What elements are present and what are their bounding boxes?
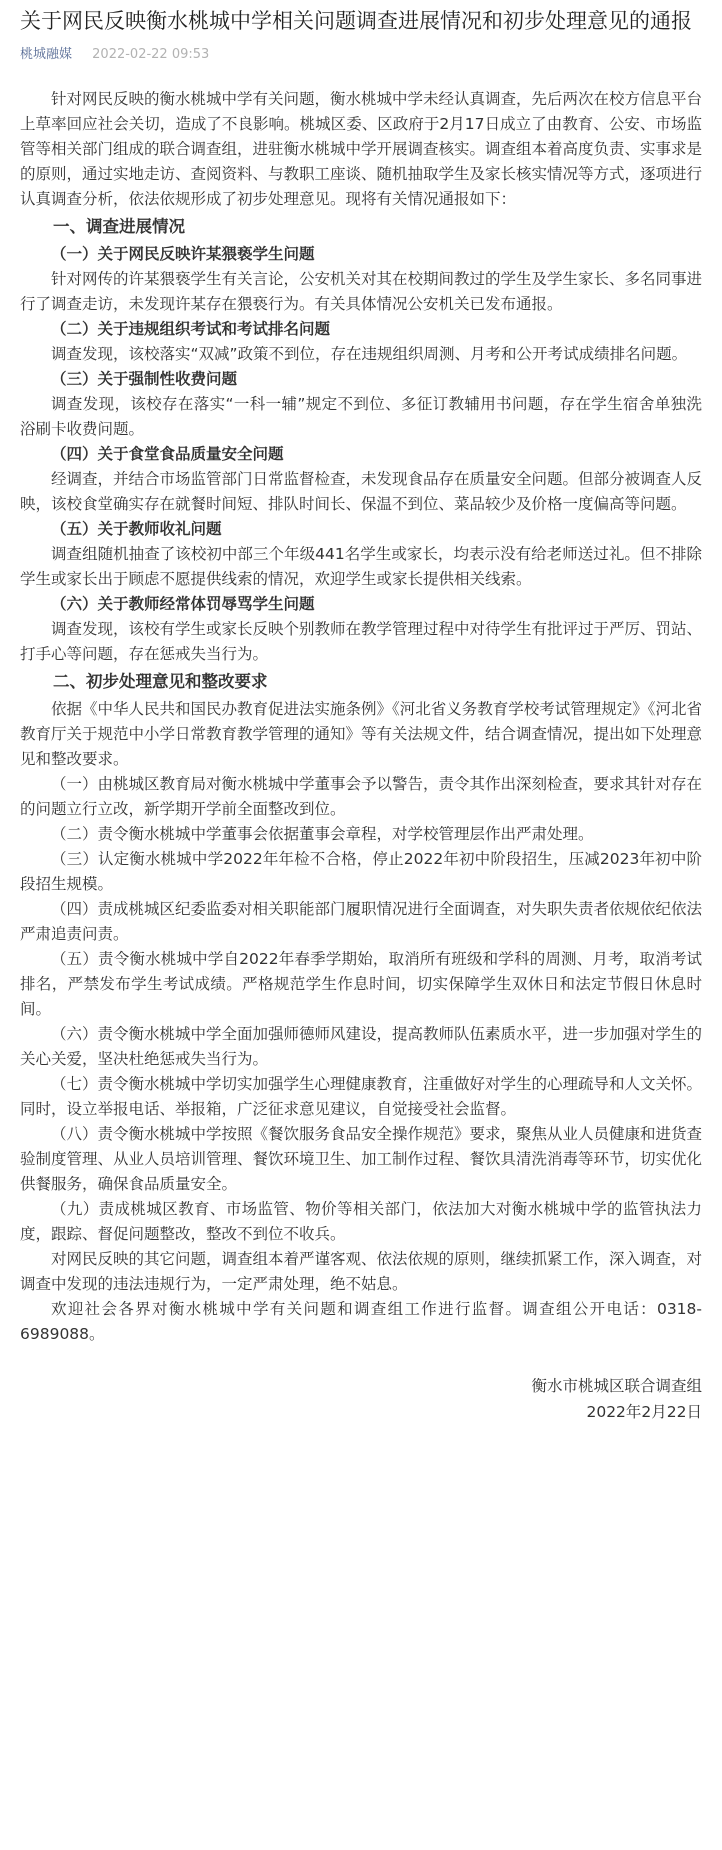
article-title: 关于网民反映衡水桃城中学相关问题调查进展情况和初步处理意见的通报 [20, 9, 692, 33]
closing-paragraph: 欢迎社会各界对衡水桃城中学有关问题和调查组工作进行监督。调查组公开电话：0318-6989088。 [20, 1300, 702, 1343]
subsection-paragraph: 调查组随机抽查了该校初中部三个年级441名学生或家长，均表示没有给老师送过礼。但不排除学生或家长出于顾虑不愿提供线索的情况，欢迎学生或家长提供相关线索。 [20, 545, 702, 588]
signature-org: 衡水市桃城区联合调查组 [531, 1377, 702, 1395]
requirement-paragraph: （四）责成桃城区纪委监委对相关职能部门履职情况进行全面调查，对失职失责者依规依纪依法严肃追责问责。 [20, 900, 703, 943]
subsection-paragraph: 调查发现，该校落实“双减”政策不到位，存在违规组织周测、月考和公开考试成绩排名问题。 [51, 345, 688, 363]
publish-time: 2022-02-22 09:53 [92, 47, 210, 62]
subsection-heading: （六）关于教师经常体罚辱骂学生问题 [51, 595, 315, 613]
subsection-paragraph: 调查发现，该校有学生或家长反映个别教师在教学管理过程中对待学生有批评过于严厉、罚站、打手心等问题，存在惩戒失当行为。 [20, 620, 703, 663]
subsection-paragraph: 经调查，并结合市场监管部门日常监督检查，未发现食品存在质量安全问题。但部分被调查人反映，该校食堂确实存在就餐时间短、排队时间长、保温不到位、菜品较少及价格一度偏高等问题。 [20, 470, 703, 513]
subsection-heading: （二）关于违规组织考试和考试排名问题 [51, 320, 331, 338]
subsection-heading: （三）关于强制性收费问题 [51, 370, 238, 388]
article-source-link[interactable]: 桃城融媒 [20, 47, 73, 62]
intro-paragraph: 针对网民反映的衡水桃城中学有关问题，衡水桃城中学未经认真调查，先后两次在校方信息平台上草率回应社会关切，造成了不良影响。桃城区委、区政府于2月17日成立了由教育、公安、市场监管等相关部门组成的联合调查组，进驻衡水桃城中学开展调查核实。调查组本着高度负责、实事求是的原则，通过实地走访、查阅资料、与教职工座谈、随机抽取学生及家长核实情况等方式，逐项进行认真调查分析，依法依规形成了初步处理意见。现将有关情况通报如下： [20, 90, 703, 208]
requirement-paragraph: （一）由桃城区教育局对衡水桃城中学董事会予以警告，责令其作出深刻检查，要求其针对存在的问题立行立改，新学期开学前全面整改到位。 [20, 775, 703, 818]
subsection-heading: （五）关于教师收礼问题 [51, 520, 222, 538]
requirement-paragraph: （二）责令衡水桃城中学董事会依据董事会章程，对学校管理层作出严肃处理。 [51, 825, 594, 843]
section-heading: 一、调查进展情况 [53, 217, 185, 236]
article-content [20, 87, 702, 1347]
signature-block [20, 1373, 702, 1425]
subsection-paragraph: 调查发现，该校存在落实“一科一辅”规定不到位、多征订教辅用书问题，存在学生宿舍单独洗浴刷卡收费问题。 [20, 395, 702, 438]
requirement-paragraph: （三）认定衡水桃城中学2022年年检不合格，停止2022年初中阶段招生，压减2023年初中阶段招生规模。 [20, 850, 702, 893]
section-intro-paragraph: 依据《中华人民共和国民办教育促进法实施条例》《河北省义务教育学校考试管理规定》《河北省教育厅关于规范中小学日常教育教学管理的通知》等有关法规文件，结合调查情况，提出如下处理意见和整改要求。 [20, 700, 703, 768]
closing-paragraph: 对网民反映的其它问题，调查组本着严谨客观、依法依规的原则，继续抓紧工作，深入调查，对调查中发现的违法违规行为，一定严肃处理，绝不姑息。 [20, 1250, 703, 1293]
requirement-paragraph: （六）责令衡水桃城中学全面加强师德师风建设，提高教师队伍素质水平，进一步加强对学生的关心关爱，坚决杜绝惩戒失当行为。 [20, 1025, 703, 1068]
requirement-paragraph: （五）责令衡水桃城中学自2022年春季学期始，取消所有班级和学科的周测、月考，取消考试排名，严禁发布学生考试成绩。严格规范学生作息时间，切实保障学生双休日和法定节假日休息时间。 [20, 950, 702, 1018]
requirement-paragraph: （八）责令衡水桃城中学按照《餐饮服务食品安全操作规范》要求，聚焦从业人员健康和进货查验制度管理、从业人员培训管理、餐饮环境卫生、加工制作过程、餐饮具清洗消毒等环节，切实优化供餐服务，确保食品质量安全。 [20, 1125, 703, 1193]
subsection-paragraph: 针对网传的许某猥亵学生有关言论，公安机关对其在校期间教过的学生及学生家长、多名同事进行了调查走访，未发现许某存在猥亵行为。有关具体情况公安机关已发布通报。 [20, 270, 703, 313]
article-meta [20, 45, 702, 65]
subsection-heading: （四）关于食堂食品质量安全问题 [51, 445, 284, 463]
signature-date: 2022年2月22日 [586, 1403, 702, 1421]
requirement-paragraph: （七）责令衡水桃城中学切实加强学生心理健康教育，注重做好对学生的心理疏导和人文关怀。同时，设立举报电话、举报箱，广泛征求意见建议，自觉接受社会监督。 [20, 1075, 703, 1118]
requirement-paragraph: （九）责成桃城区教育、市场监管、物价等相关部门，依法加大对衡水桃城中学的监管执法力度，跟踪、督促问题整改，整改不到位不收兵。 [20, 1200, 702, 1243]
subsection-heading: （一）关于网民反映许某猥亵学生问题 [51, 245, 315, 263]
section-heading: 二、初步处理意见和整改要求 [53, 672, 268, 691]
